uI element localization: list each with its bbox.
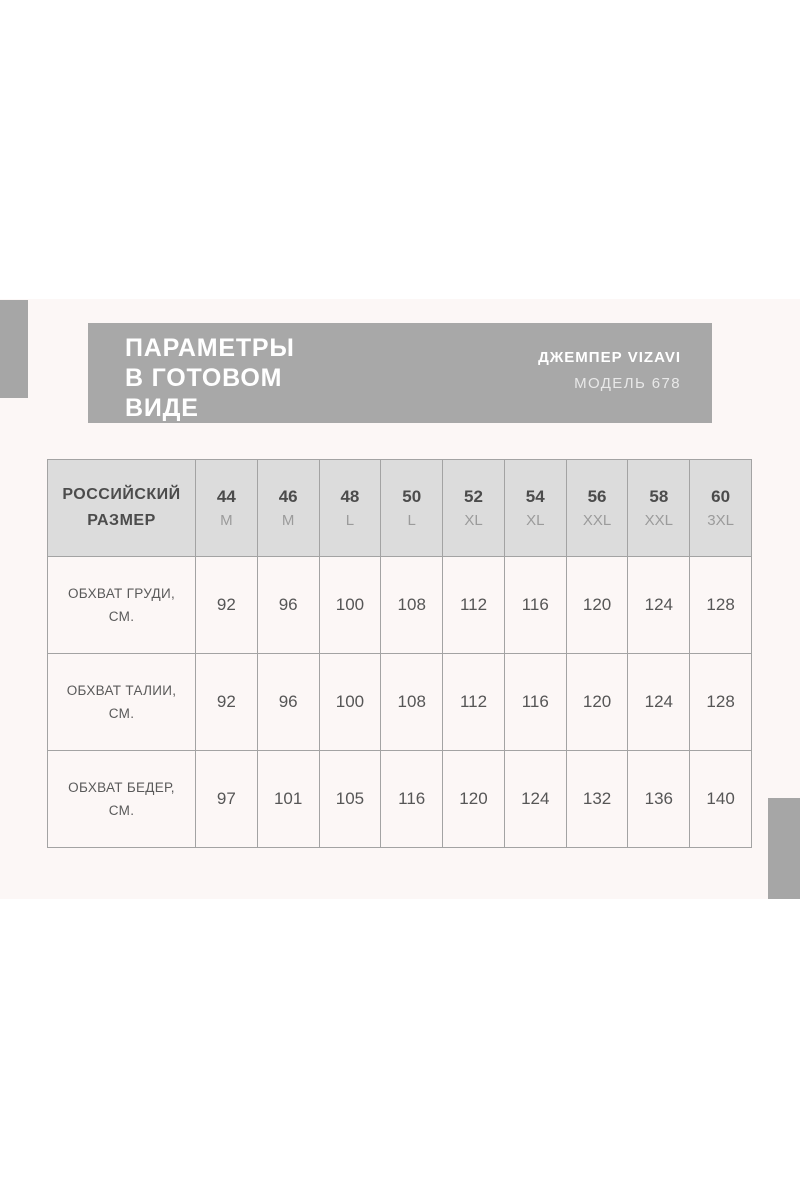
measurement-value: 92 bbox=[196, 557, 258, 654]
measurement-value: 112 bbox=[443, 654, 505, 751]
measurement-row-label: ОБХВАТ ТАЛИИ, СМ. bbox=[48, 654, 196, 751]
measurement-row-label: ОБХВАТ ГРУДИ, СМ. bbox=[48, 557, 196, 654]
right-accent-bar bbox=[768, 798, 800, 899]
size-column-header: 44 M bbox=[196, 460, 258, 557]
size-column-header: 56 XXL bbox=[567, 460, 629, 557]
measurement-value: 128 bbox=[690, 654, 752, 751]
measurement-value: 120 bbox=[443, 751, 505, 848]
banner-title-line: ПАРАМЕТРЫ bbox=[125, 334, 295, 362]
size-column-header: 60 3XL bbox=[690, 460, 752, 557]
measurement-row-label: ОБХВАТ БЕДЕР, СМ. bbox=[48, 751, 196, 848]
size-table bbox=[47, 459, 752, 848]
header-banner bbox=[88, 323, 712, 423]
measurement-value: 128 bbox=[690, 557, 752, 654]
banner-title-line: ВИДЕ bbox=[125, 394, 199, 422]
banner-title bbox=[125, 333, 295, 423]
measurement-value: 105 bbox=[320, 751, 382, 848]
measurement-value: 124 bbox=[628, 654, 690, 751]
measurement-value: 116 bbox=[381, 751, 443, 848]
measurement-value: 132 bbox=[567, 751, 629, 848]
measurement-value: 108 bbox=[381, 557, 443, 654]
measurement-value: 116 bbox=[505, 557, 567, 654]
measurement-value: 97 bbox=[196, 751, 258, 848]
measurement-value: 96 bbox=[258, 557, 320, 654]
banner-title-line: В ГОТОВОМ bbox=[125, 364, 283, 392]
measurement-value: 116 bbox=[505, 654, 567, 751]
measurement-value: 96 bbox=[258, 654, 320, 751]
product-name: ДЖЕМПЕР VIZAVI bbox=[538, 349, 681, 366]
size-column-header: 52 XL bbox=[443, 460, 505, 557]
measurement-value: 120 bbox=[567, 654, 629, 751]
left-accent-bar bbox=[0, 300, 28, 398]
measurement-value: 140 bbox=[690, 751, 752, 848]
table-corner-header: РОССИЙСКИЙ РАЗМЕР bbox=[48, 460, 196, 557]
measurement-value: 120 bbox=[567, 557, 629, 654]
measurement-value: 100 bbox=[320, 654, 382, 751]
measurement-value: 124 bbox=[628, 557, 690, 654]
size-column-header: 50 L bbox=[381, 460, 443, 557]
size-column-header: 58 XXL bbox=[628, 460, 690, 557]
measurement-value: 92 bbox=[196, 654, 258, 751]
measurement-value: 100 bbox=[320, 557, 382, 654]
measurement-value: 108 bbox=[381, 654, 443, 751]
product-model: МОДЕЛЬ 678 bbox=[574, 375, 681, 392]
size-column-header: 46 M bbox=[258, 460, 320, 557]
measurement-value: 136 bbox=[628, 751, 690, 848]
size-column-header: 48 L bbox=[320, 460, 382, 557]
size-column-header: 54 XL bbox=[505, 460, 567, 557]
product-info bbox=[538, 349, 681, 392]
measurement-value: 124 bbox=[505, 751, 567, 848]
measurement-value: 112 bbox=[443, 557, 505, 654]
measurement-value: 101 bbox=[258, 751, 320, 848]
